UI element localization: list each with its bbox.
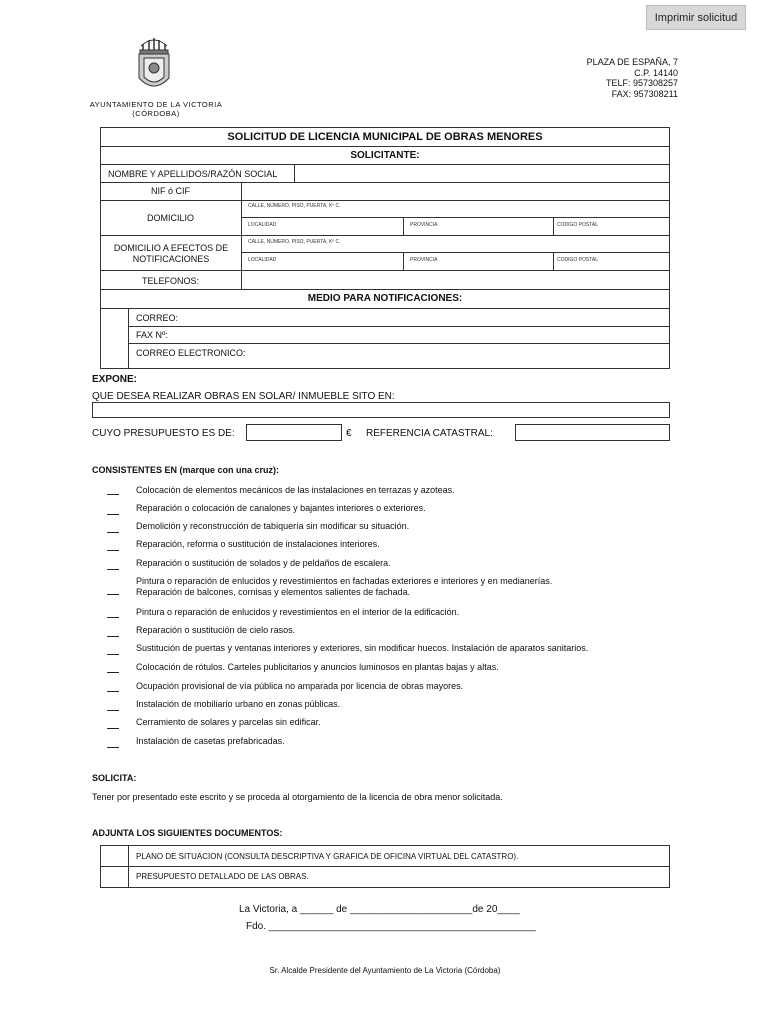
work-item: Reparación o sustitución de cielo rasos.: [136, 625, 296, 635]
work-checkbox[interactable]: [107, 569, 119, 570]
work-item: Demolición y reconstrucción de tabiquería sin modificar su situación.: [136, 521, 410, 531]
work-item: Reparación o colocación de canalones y bajantes interiores o exteriores.: [136, 503, 426, 513]
notif-email-label: CORREO ELECTRONICO:: [136, 348, 246, 358]
work-checkbox[interactable]: [107, 636, 119, 637]
nif-input[interactable]: [242, 183, 669, 199]
work-checkbox[interactable]: [107, 532, 119, 533]
footer-addressee: Sr. Alcalde Presidente del Ayuntamiento de La Victoria (Córdoba): [269, 966, 501, 975]
print-button[interactable]: Imprimir solicitud: [646, 5, 746, 30]
notif-street-input[interactable]: [242, 236, 669, 252]
form-title: SOLICITUD DE LICENCIA MUNICIPAL DE OBRAS MENORES: [227, 131, 543, 143]
domicile-label: DOMICILIO: [146, 213, 194, 223]
work-item: Reparación, reforma o sustitución de instalaciones interiores.: [136, 539, 380, 549]
work-checkbox[interactable]: [107, 494, 119, 495]
postal-hint: CODIGO POSTAL: [557, 222, 599, 228]
street-hint: CALLE, NÚMERO, PISO, PUERTA, Kº C.: [248, 203, 341, 209]
solicita-heading: SOLICITA:: [92, 773, 137, 783]
notif-locality-hint: LOCALIDAD: [248, 257, 277, 263]
date-line: La Victoria, a ______ de ______________________de 20____: [239, 904, 520, 915]
notif-province-hint: PROVINCIA: [410, 257, 438, 263]
work-item: Instalación de mobiliario urbano en zonas públicas.: [136, 699, 341, 709]
site-input[interactable]: [92, 402, 670, 418]
notification-heading: MEDIO PARA NOTIFICACIONES:: [307, 293, 463, 304]
work-checkbox[interactable]: [107, 728, 119, 729]
phones-input[interactable]: [242, 271, 669, 288]
domicile-street-input[interactable]: [242, 201, 669, 217]
document-item: PRESUPUESTO DETALLADO DE LAS OBRAS.: [136, 872, 309, 881]
consisting-heading: CONSISTENTES EN (marque con una cruz):: [92, 465, 280, 475]
notif-fax-checkbox[interactable]: [101, 327, 128, 343]
notif-street-hint: CALLE, NÚMERO, PISO, PUERTA, Kº C.: [248, 239, 341, 245]
notif-mail-label: CORREO:: [136, 313, 179, 323]
expone-text: QUE DESEA REALIZAR OBRAS EN SOLAR/ INMUEBLE SITO EN:: [92, 391, 395, 402]
work-item: Colocación de rótulos. Carteles publicitarios y anuncios luminosos en plantas bajas y altas.: [136, 662, 499, 672]
work-checkbox[interactable]: [107, 672, 119, 673]
notif-postal-hint: CODIGO POSTAL: [557, 257, 599, 263]
currency-symbol: €: [346, 428, 352, 439]
notif-domicile-label: DOMICILIO A EFECTOS DE NOTIFICACIONES: [113, 243, 229, 264]
budget-input[interactable]: [246, 424, 342, 441]
signature-line: Fdo. ________________________________________________: [246, 921, 536, 932]
province-hint: PROVINCIA: [410, 222, 438, 228]
work-checkbox[interactable]: [107, 550, 119, 551]
work-item: Cerramiento de solares y parcelas sin edificar.: [136, 717, 321, 727]
work-checkbox[interactable]: [107, 691, 119, 692]
coat-of-arms-icon: [133, 34, 175, 96]
municipality-address: PLAZA DE ESPAÑA, 7 C.P. 14140 TELF: 957308257 FAX: 957308211: [586, 57, 678, 99]
work-checkbox[interactable]: [107, 710, 119, 711]
work-item: Pintura o reparación de enlucidos y revestimientos en fachadas exteriores e interiores y en medianerías.: [136, 576, 553, 586]
work-item: Pintura o reparación de enlucidos y revestimientos en el interior de la edificación.: [136, 607, 460, 617]
municipality-name: AYUNTAMIENTO DE LA VICTORIA (CÓRDOBA): [89, 100, 223, 118]
name-label: NOMBRE Y APELLIDOS/RAZÓN SOCIAL: [108, 169, 278, 179]
work-item: Colocación de elementos mecánicos de las instalaciones en terrazas y azoteas.: [136, 485, 455, 495]
document-checkbox[interactable]: [101, 867, 128, 887]
cadastral-label: REFERENCIA CATASTRAL:: [366, 428, 493, 439]
work-item: Sustitución de puertas y ventanas interiores y exteriores, sin modificar huecos. Instalación de aparatos sanitarios.: [136, 643, 589, 653]
applicant-heading: SOLICITANTE:: [350, 150, 420, 161]
name-input[interactable]: [295, 165, 669, 181]
locality-hint: LOCALIDAD: [248, 222, 277, 228]
work-checkbox[interactable]: [107, 594, 119, 595]
phones-label: TELEFONOS:: [141, 276, 199, 286]
work-checkbox[interactable]: [107, 654, 119, 655]
document-checkbox[interactable]: [101, 846, 128, 866]
work-checkbox[interactable]: [107, 747, 119, 748]
work-item: Instalación de casetas prefabricadas.: [136, 736, 285, 746]
expone-heading: EXPONE:: [92, 374, 138, 385]
work-item: Ocupación provisional de vía pública no amparada por licencia de obras mayores.: [136, 681, 464, 691]
notif-email-checkbox[interactable]: [101, 344, 128, 368]
notif-fax-label: FAX Nº:: [136, 330, 168, 340]
work-item: Reparación o sustitución de solados y de peldaños de escalera.: [136, 558, 391, 568]
budget-label: CUYO PRESUPUESTO ES DE:: [92, 428, 235, 439]
work-item: Reparación de balcones, cornisas y elementos salientes de fachada.: [136, 587, 411, 597]
notif-mail-checkbox[interactable]: [101, 309, 128, 326]
solicita-text: Tener por presentado este escrito y se proceda al otorgamiento de la licencia de obra menor solicitada.: [92, 792, 503, 802]
documents-heading: ADJUNTA LOS SIGUIENTES DOCUMENTOS:: [92, 828, 283, 838]
work-checkbox[interactable]: [107, 514, 119, 515]
nif-label: NIF ó CIF: [150, 186, 190, 196]
cadastral-input[interactable]: [515, 424, 670, 441]
work-checkbox[interactable]: [107, 617, 119, 618]
document-item: PLANO DE SITUACION (CONSULTA DESCRIPTIVA Y GRAFICA DE OFICINA VIRTUAL DEL CATASTRO).: [136, 852, 519, 861]
